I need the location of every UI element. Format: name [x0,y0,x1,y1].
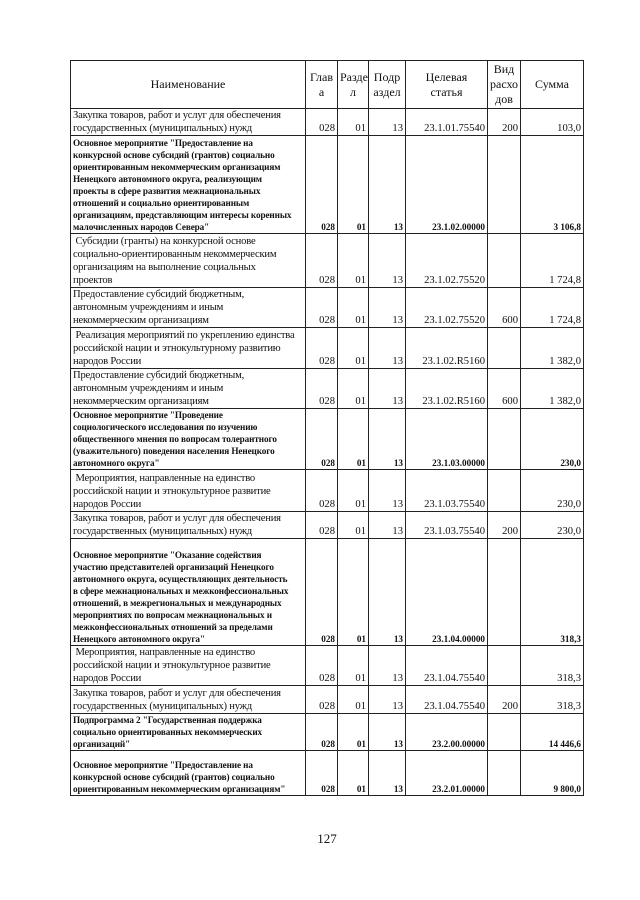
expense-type-cell [488,646,521,686]
subsection-code-cell: 13 [369,512,406,539]
expense-type-cell [488,539,521,646]
chapter-code-cell: 028 [306,512,338,539]
section-code-cell: 01 [338,109,369,136]
header-chapter: Глав а [306,61,338,109]
target-article-cell: 23.1.04.00000 [406,539,488,646]
table-row [71,288,584,328]
row-name-cell: Основное мероприятие "Оказание содействия участию представителей организаций Ненецкого автономного округа, осуществляющих деятельность в сфере межнациональных и межконфессиональных отношений, в межрегиональных и международных мероприятиях по вопросам межнациональных и межконфессиональных отношений за пределами Ненецкого автономного округа" [71,539,306,646]
header-expense-type: Вид расхо дов [488,61,521,109]
table-row [71,328,584,369]
row-name-cell: Подпрограмма 2 "Государственная поддержка социально ориентированных некоммерческих организаций" [71,714,306,751]
target-article-cell: 23.1.04.75540 [406,646,488,686]
page-number: 127 [317,831,337,846]
section-code-cell: 01 [338,751,369,796]
chapter-code-cell: 028 [306,470,338,512]
row-name-cell: Закупка товаров, работ и услуг для обеспечения государственных (муниципальных) нужд [71,109,306,136]
expense-type-cell: 200 [488,686,521,714]
subsection-code-cell: 13 [369,109,406,136]
target-article-cell: 23.1.01.75540 [406,109,488,136]
chapter-code-cell: 028 [306,751,338,796]
row-name-cell: Закупка товаров, работ и услуг для обеспечения государственных (муниципальных) нужд [71,512,306,539]
sum-cell: 1 724,8 [521,288,584,328]
sum-cell: 318,3 [521,539,584,646]
table-row [71,409,584,470]
subsection-code-cell: 13 [369,288,406,328]
expense-type-cell: 600 [488,369,521,409]
section-code-cell: 01 [338,234,369,288]
expense-type-cell [488,470,521,512]
header-name: Наименование [71,61,306,109]
section-code-cell: 01 [338,470,369,512]
table-row [71,686,584,714]
sum-cell: 3 106,8 [521,136,584,234]
target-article-cell: 23.2.00.00000 [406,714,488,751]
row-name-cell: Предоставление субсидий бюджетным, автономным учреждениям и иным некоммерческим организациям [71,369,306,409]
expense-type-cell [488,328,521,369]
sum-cell: 103,0 [521,109,584,136]
chapter-code-cell: 028 [306,714,338,751]
subsection-code-cell: 13 [369,646,406,686]
sum-cell: 318,3 [521,646,584,686]
sum-cell: 230,0 [521,409,584,470]
section-code-cell: 01 [338,409,369,470]
table-row [71,470,584,512]
table-row [71,369,584,409]
table-row [71,751,584,796]
subsection-code-cell: 13 [369,470,406,512]
expense-type-cell: 200 [488,512,521,539]
subsection-code-cell: 13 [369,714,406,751]
chapter-code-cell: 028 [306,646,338,686]
header-target-article: Целевая статья [406,61,488,109]
section-code-cell: 01 [338,328,369,369]
target-article-cell: 23.2.01.00000 [406,751,488,796]
chapter-code-cell: 028 [306,539,338,646]
sum-cell: 1 382,0 [521,328,584,369]
target-article-cell: 23.1.02.R5160 [406,328,488,369]
row-name-cell: Мероприятия, направленные на единство российской нации и этнокультурное развитие народов России [71,646,306,686]
chapter-code-cell: 028 [306,369,338,409]
expense-type-cell: 600 [488,288,521,328]
table-row [71,646,584,686]
chapter-code-cell: 028 [306,409,338,470]
expense-type-cell [488,136,521,234]
subsection-code-cell: 13 [369,686,406,714]
subsection-code-cell: 13 [369,234,406,288]
sum-cell: 230,0 [521,512,584,539]
expense-type-cell: 200 [488,109,521,136]
row-name-cell: Закупка товаров, работ и услуг для обеспечения государственных (муниципальных) нужд [71,686,306,714]
chapter-code-cell: 028 [306,136,338,234]
table-body [71,109,584,796]
chapter-code-cell: 028 [306,686,338,714]
target-article-cell: 23.1.03.75540 [406,512,488,539]
header-section: Разде л [338,61,369,109]
table-row [71,539,584,646]
sum-cell: 230,0 [521,470,584,512]
subsection-code-cell: 13 [369,539,406,646]
target-article-cell: 23.1.04.75540 [406,686,488,714]
target-article-cell: 23.1.02.R5160 [406,369,488,409]
row-name-cell: Основное мероприятие "Предоставление на конкурсной основе субсидий (грантов) социально ориентированным некоммерческим организациям" [71,751,306,796]
row-name-cell: Предоставление субсидий бюджетным, автономным учреждениям и иным некоммерческим организациям [71,288,306,328]
subsection-code-cell: 13 [369,136,406,234]
table-row [71,109,584,136]
subsection-code-cell: 13 [369,369,406,409]
table-header [71,61,584,109]
row-name-cell: Основное мероприятие "Предоставление на конкурсной основе субсидий (грантов) социально ориентированным некоммерческим организациям Ненецкого автономного округа, реализующим проекты в сфере развития межнациональных отношений и социально ориентированным организациям, представляющим интересы коренных малочисленных народов Севера" [71,136,306,234]
section-code-cell: 01 [338,714,369,751]
section-code-cell: 01 [338,646,369,686]
section-code-cell: 01 [338,686,369,714]
chapter-code-cell: 028 [306,234,338,288]
chapter-code-cell: 028 [306,288,338,328]
section-code-cell: 01 [338,136,369,234]
row-name-cell: Субсидии (гранты) на конкурсной основе социально-ориентированным некоммерческим организациям на выполнение социальных проектов [71,234,306,288]
row-name-cell: Основное мероприятие "Проведение социологического исследования по изучению общественного мнения по вопросам толерантного (уважительного) поведения населения Ненецкого автономного округа" [71,409,306,470]
chapter-code-cell: 028 [306,328,338,369]
expense-type-cell [488,714,521,751]
section-code-cell: 01 [338,512,369,539]
section-code-cell: 01 [338,288,369,328]
header-row [71,61,584,109]
table-row [71,512,584,539]
row-name-cell: Реализация мероприятий по укреплению единства российской нации и этнокультурному развитию народов России [71,328,306,369]
sum-cell: 318,3 [521,686,584,714]
section-code-cell: 01 [338,369,369,409]
chapter-code-cell: 028 [306,109,338,136]
target-article-cell: 23.1.02.75520 [406,234,488,288]
target-article-cell: 23.1.02.75520 [406,288,488,328]
header-subsection: Подр аздел [369,61,406,109]
target-article-cell: 23.1.03.00000 [406,409,488,470]
expense-type-cell [488,234,521,288]
target-article-cell: 23.1.02.00000 [406,136,488,234]
sum-cell: 9 800,0 [521,751,584,796]
sum-cell: 1 382,0 [521,369,584,409]
table-row [71,234,584,288]
sum-cell: 1 724,8 [521,234,584,288]
subsection-code-cell: 13 [369,328,406,369]
expense-type-cell [488,751,521,796]
section-code-cell: 01 [338,539,369,646]
expense-type-cell [488,409,521,470]
budget-table [70,60,584,796]
header-sum: Сумма [521,61,584,109]
target-article-cell: 23.1.03.75540 [406,470,488,512]
subsection-code-cell: 13 [369,751,406,796]
row-name-cell: Мероприятия, направленные на единство российской нации и этнокультурное развитие народов России [71,470,306,512]
table-row [71,136,584,234]
table-row [71,714,584,751]
subsection-code-cell: 13 [369,409,406,470]
sum-cell: 14 446,6 [521,714,584,751]
